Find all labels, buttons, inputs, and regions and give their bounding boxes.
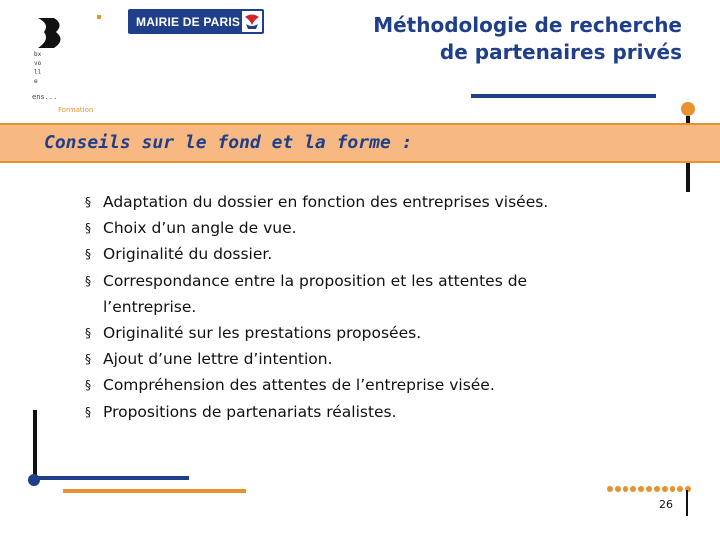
bullet-icon: § bbox=[85, 404, 91, 419]
bullet-text: Choix d’un angle de vue. bbox=[103, 219, 297, 238]
paris-ship-icon bbox=[242, 11, 262, 32]
list-item bbox=[86, 320, 666, 346]
bullet-text: Originalité du dossier. bbox=[103, 245, 273, 264]
decorative-line bbox=[471, 94, 656, 98]
logo-vertical-text: bxvolle bbox=[34, 51, 42, 85]
list-item bbox=[86, 399, 666, 425]
list-item bbox=[86, 189, 666, 215]
bullet-list bbox=[86, 189, 666, 425]
list-item bbox=[86, 372, 666, 398]
list-item bbox=[86, 215, 666, 241]
bullet-text: Originalité sur les prestations proposées. bbox=[103, 324, 422, 343]
bullet-icon: § bbox=[85, 352, 91, 367]
decorative-line bbox=[33, 410, 37, 480]
logo-bottom-text: ens... bbox=[32, 93, 58, 101]
bullet-text: Correspondance entre la proposition et les attentes de bbox=[103, 271, 528, 290]
list-item bbox=[86, 268, 666, 320]
mairie-label: MAIRIE DE PARIS bbox=[136, 15, 241, 29]
page-number: 26 bbox=[659, 498, 673, 511]
bullet-text: Ajout d’une lettre d’intention. bbox=[103, 350, 333, 369]
section-banner bbox=[0, 123, 720, 163]
title-line-2: de partenaires privés bbox=[439, 40, 682, 64]
bullet-icon: § bbox=[85, 273, 91, 288]
bullet-icon: § bbox=[85, 326, 91, 341]
logo-sub-text: Formation bbox=[58, 106, 94, 114]
bullet-text-continued: l’entreprise. bbox=[103, 297, 197, 316]
bullet-text: Compréhension des attentes de l’entreprise visée. bbox=[103, 376, 495, 395]
decorative-dot bbox=[97, 15, 101, 19]
bullet-text: Adaptation du dossier en fonction des entreprises visées. bbox=[103, 193, 549, 211]
banner-heading: Conseils sur le fond et la forme : bbox=[44, 132, 413, 153]
decorative-dots bbox=[607, 486, 691, 494]
mairie-de-paris-logo bbox=[128, 9, 264, 34]
decorative-line bbox=[33, 476, 189, 480]
bullet-icon: § bbox=[85, 378, 91, 393]
decorative-line bbox=[63, 489, 246, 493]
decorative-line bbox=[686, 490, 688, 516]
decorative-dot bbox=[28, 474, 40, 486]
decorative-dot bbox=[681, 102, 695, 116]
bullet-icon: § bbox=[85, 221, 91, 236]
bullet-icon: § bbox=[85, 247, 91, 262]
list-item bbox=[86, 346, 666, 372]
list-item bbox=[86, 241, 666, 267]
title-line-1: Méthodologie de recherche bbox=[373, 13, 682, 37]
logo-mark-icon bbox=[36, 16, 70, 50]
bullet-text: Propositions de partenariats réalistes. bbox=[103, 402, 397, 421]
slide-title bbox=[262, 12, 682, 66]
bullet-icon: § bbox=[85, 195, 91, 209]
school-logo bbox=[28, 10, 108, 116]
